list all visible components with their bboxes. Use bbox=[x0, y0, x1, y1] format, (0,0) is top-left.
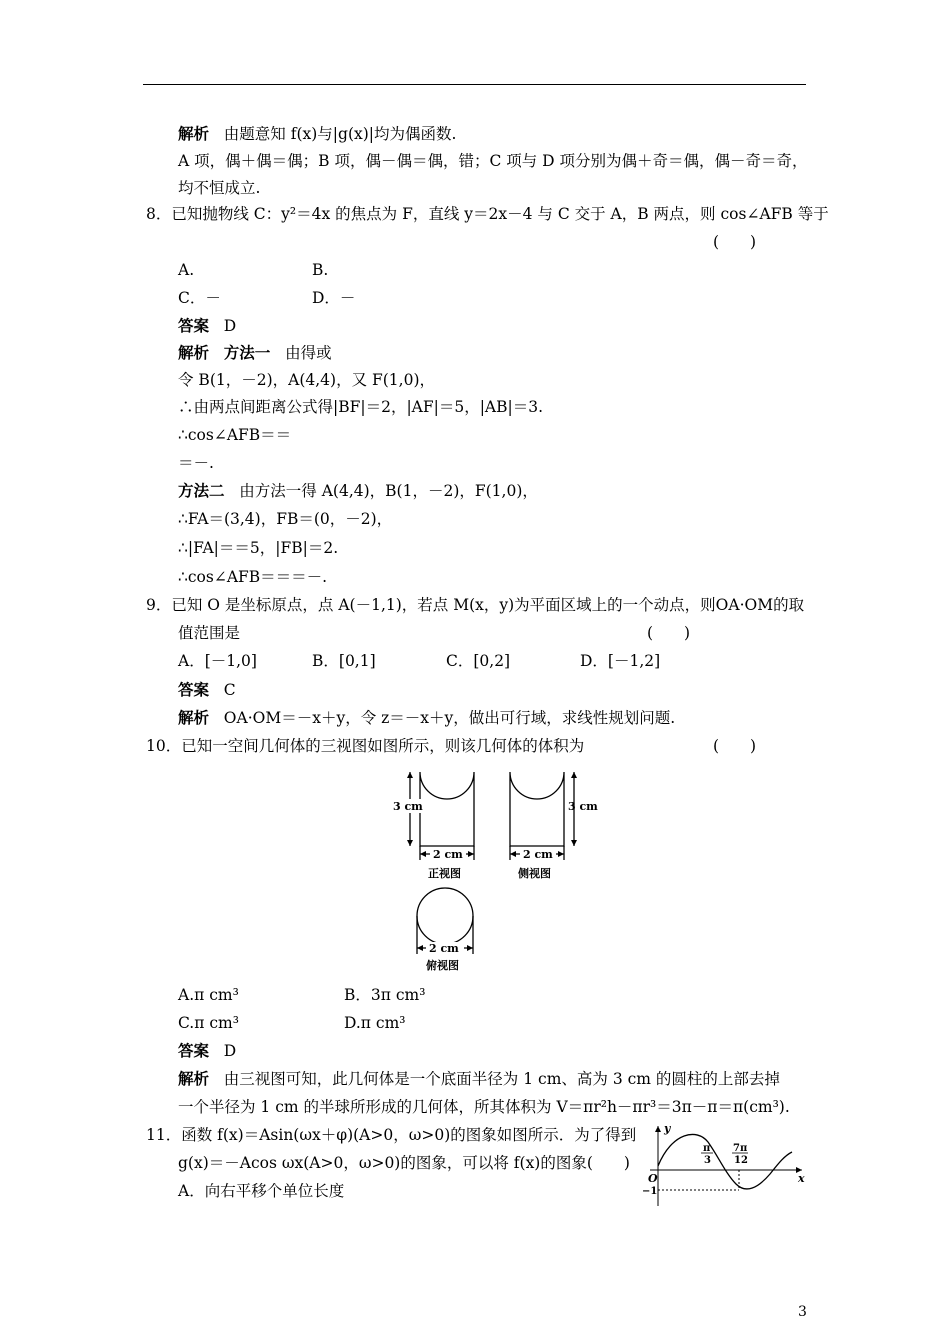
y-axis-label: y bbox=[664, 1122, 671, 1135]
q8-line7: ∴cos∠AFB＝＝＝－. bbox=[178, 568, 328, 586]
q8-option-a: A. bbox=[178, 261, 195, 279]
q8-line2: ∴由两点间距离公式得|BF|＝2，|AF|＝5，|AB|＝3. bbox=[178, 398, 544, 416]
q10-option-d: D.π cm³ bbox=[344, 1014, 406, 1032]
analysis-label: 解析 bbox=[178, 343, 210, 362]
method1-text: 由得或 bbox=[285, 344, 332, 362]
front-view-shape bbox=[420, 772, 474, 846]
q9-answer bbox=[178, 680, 236, 700]
q10-stem: 10．已知一空间几何体的三视图如图所示，则该几何体的体积为 bbox=[146, 737, 585, 755]
q7-analysis bbox=[178, 124, 456, 144]
three-view-figure bbox=[380, 766, 620, 978]
answer-value: D bbox=[223, 1042, 237, 1060]
answer-label: 答案 bbox=[178, 680, 210, 699]
answer-value: C bbox=[223, 681, 236, 699]
q10-option-b: B．3π cm³ bbox=[344, 986, 426, 1004]
q8-analysis bbox=[178, 343, 332, 363]
q8-paren: ( ) bbox=[713, 233, 757, 251]
q10-option-a: A.π cm³ bbox=[178, 986, 239, 1004]
q8-line3: ∴cos∠AFB＝＝ bbox=[178, 426, 292, 444]
analysis-label: 解析 bbox=[178, 1069, 210, 1088]
side-height-label: 3 cm bbox=[568, 800, 598, 813]
answer-label: 答案 bbox=[178, 1041, 210, 1060]
answer-label: 答案 bbox=[178, 316, 210, 335]
q9-option-a: A．[－1,0] bbox=[178, 652, 257, 670]
analysis-text: OA·OM＝－x＋y，令 z＝－x＋y，做出可行域，求线性规划问题. bbox=[223, 709, 676, 727]
header-rule bbox=[143, 84, 806, 85]
analysis-label: 解析 bbox=[178, 708, 210, 727]
q7-line2: A 项，偶＋偶＝偶；B 项，偶－偶＝偶，错；C 项与 D 项分别为偶＋奇＝偶，偶－奇＝奇， bbox=[178, 152, 808, 170]
tick2-denominator: 12 bbox=[734, 1155, 748, 1166]
x-axis-label: x bbox=[798, 1172, 805, 1185]
top-width-label: 2 cm bbox=[429, 942, 459, 955]
front-width-label: 2 cm bbox=[433, 848, 463, 861]
tick1-numerator: π bbox=[703, 1143, 711, 1154]
q11-stem2: g(x)＝－Acos ωx(A>0，ω>0)的图象，可以将 f(x)的图象( ) bbox=[178, 1154, 630, 1172]
sine-curve bbox=[658, 1134, 792, 1189]
q8-answer bbox=[178, 316, 236, 336]
q11-stem: 11．函数 f(x)＝Asin(ωx＋φ)(A>0，ω>0)的图象如图所示．为了得到 bbox=[146, 1126, 637, 1144]
q10-analysis-line2: 一个半径为 1 cm 的半球所形成的几何体，所其体积为 V＝πr²h－πr³＝3π－π＝π(cm³). bbox=[178, 1098, 790, 1116]
tick2-numerator: 7π bbox=[733, 1143, 748, 1154]
q9-option-d: D．[－1,2] bbox=[580, 652, 661, 670]
front-view-caption: 正视图 bbox=[428, 867, 461, 880]
q9-stem: 9．已知 O 是坐标原点，点 A(－1,1)，若点 M(x，y)为平面区域上的一个动点，则OA·OM的取 bbox=[146, 596, 805, 614]
q8-stem: 8．已知抛物线 C：y²＝4x 的焦点为 F，直线 y＝2x－4 与 C 交于 A，B 两点，则 cos∠AFB 等于 bbox=[146, 205, 829, 223]
analysis-label: 解析 bbox=[178, 124, 210, 143]
q8-option-d: D．－ bbox=[312, 289, 356, 307]
page-number: 3 bbox=[798, 1304, 807, 1320]
sine-graph bbox=[642, 1120, 812, 1210]
q9-stem2: 值范围是 bbox=[178, 624, 241, 642]
q9-paren: ( ) bbox=[647, 624, 691, 642]
q8-method2 bbox=[178, 481, 538, 501]
q10-paren: ( ) bbox=[713, 737, 757, 755]
analysis-text: 由题意知 f(x)与|g(x)|均为偶函数. bbox=[223, 125, 457, 143]
top-view-caption: 俯视图 bbox=[426, 959, 459, 972]
y-tick-label: −1 bbox=[642, 1186, 658, 1197]
origin-label: O bbox=[648, 1172, 658, 1185]
answer-value: D bbox=[223, 317, 237, 335]
side-view-shape bbox=[510, 772, 564, 846]
side-width-label: 2 cm bbox=[523, 848, 553, 861]
q8-line1: 令 B(1，－2)，A(4,4)，又 F(1,0)， bbox=[178, 371, 435, 389]
front-height-label: 3 cm bbox=[393, 800, 423, 813]
q8-line4: ＝－. bbox=[178, 454, 214, 472]
q10-analysis bbox=[178, 1069, 780, 1089]
q9-analysis bbox=[178, 708, 675, 728]
q11-option-a: A．向右平移个单位长度 bbox=[178, 1182, 345, 1200]
q10-answer bbox=[178, 1041, 236, 1061]
q8-line5: ∴FA＝(3,4)，FB＝(0，－2)， bbox=[178, 510, 393, 528]
method1-label: 方法一 bbox=[223, 343, 271, 362]
side-view-caption: 侧视图 bbox=[518, 867, 551, 880]
analysis-text: 由三视图可知，此几何体是一个底面半径为 1 cm、高为 3 cm 的圆柱的上部去掉 bbox=[223, 1070, 780, 1088]
method2-label: 方法二 bbox=[178, 481, 225, 500]
q7-line3: 均不恒成立. bbox=[178, 179, 261, 197]
top-view-circle bbox=[417, 888, 473, 944]
q9-option-b: B．[0,1] bbox=[312, 652, 376, 670]
tick1-denominator: 3 bbox=[704, 1155, 711, 1166]
q8-line6: ∴|FA|＝＝5，|FB|＝2. bbox=[178, 539, 339, 557]
q10-option-c: C.π cm³ bbox=[178, 1014, 239, 1032]
q8-option-c: C．－ bbox=[178, 289, 221, 307]
q8-option-b: B. bbox=[312, 261, 329, 279]
q9-option-c: C．[0,2] bbox=[446, 652, 511, 670]
method2-text: 由方法一得 A(4,4)，B(1，－2)，F(1,0)， bbox=[239, 482, 538, 500]
